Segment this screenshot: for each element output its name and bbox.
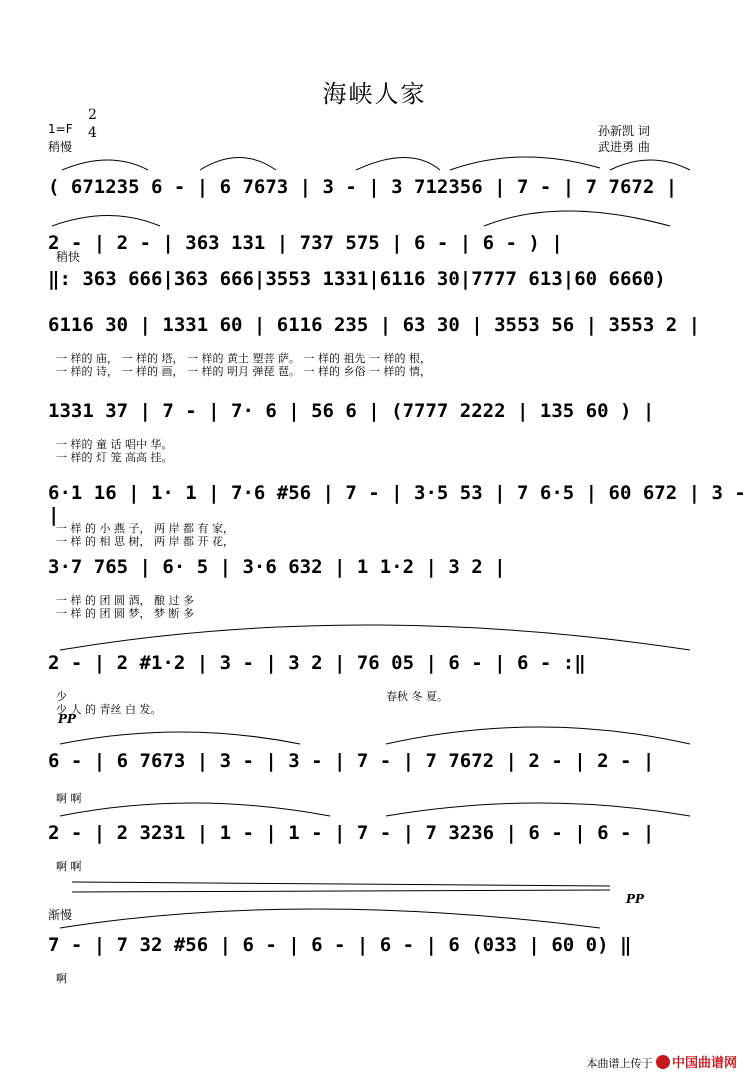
footer-text: 本曲谱上传于	[586, 1057, 653, 1070]
site-logo-icon	[656, 1055, 670, 1069]
lyricist-credit: 孙新凯 词	[598, 124, 650, 138]
tempo-marking: 稍慢	[48, 140, 73, 154]
site-brand[interactable]	[656, 1056, 737, 1071]
lyric-line: 少 人 的 青丝 白 发。	[56, 703, 162, 716]
lyric-line: 一 样 的 相 思 树， 两 岸 都 开 花，	[56, 535, 234, 548]
tempo-marking-2: 稍快	[56, 250, 81, 264]
score-system-8: 2 - | 2 #1·2 | 3 - | 3 2 | 76 05 | 6 - | 6 - :‖	[48, 652, 586, 674]
score-system-2: 2 - | 2 - | 363 131 | 737 575 | 6 - | 6 - ) |	[48, 232, 563, 254]
lyric-line: 一 样 的 团 圆 梦， 梦 断 多	[56, 607, 194, 620]
lyric-line: 啊	[56, 972, 67, 985]
site-brand-label: 中国曲谱网	[671, 1056, 737, 1071]
score-system-6: 6·1 16 | 1· 1 | 7·6 #56 | 7 - | 3·5 53 | 7 6·5 | 60 672 | 3 - |	[48, 482, 746, 526]
dynamic-marking: PP	[58, 712, 77, 726]
dynamic-marking: PP	[626, 892, 645, 906]
lyric-line: 一 样 的 团 圆 酒， 酿 过 多	[56, 594, 194, 607]
score-system-3: ‖: 363 666|363 666|3553 1331|6116 30|7777 613|60 6660)	[48, 268, 666, 290]
lyric-line: 啊 啊	[56, 792, 82, 805]
lyric-line: 啊 啊	[56, 860, 82, 873]
score-system-11: 7 - | 7 32 #56 | 6 - | 6 - | 6 - | 6 (033 | 60 0) ‖	[48, 934, 632, 956]
lyric-line: 一 样的 庙， 一 样的 塔， 一 样的 黄土 塑菩 萨。 一 样的 祖先 一 样的 根，	[56, 352, 431, 365]
lyric-line: 一 样的 童 话 唱中 华。	[56, 438, 173, 451]
lyric-line: 一 样 的 小 燕 子， 两 岸 都 有 家，	[56, 522, 234, 535]
page-title: 海峡人家	[322, 80, 427, 108]
score-system-5: 1331 37 | 7 - | 7· 6 | 56 6 | (7777 2222 | 135 60 ) |	[48, 400, 655, 422]
score-system-9: 6 - | 6 7673 | 3 - | 3 - | 7 - | 7 7672 | 2 - | 2 - |	[48, 750, 655, 772]
composer-credit: 武进勇 曲	[598, 140, 650, 154]
score-system-1: ( 671235 6 - | 6 7673 | 3 - | 3 712356 | 7 - | 7 7672 |	[48, 176, 678, 198]
tempo-marking-3: 渐慢	[48, 908, 73, 922]
key-signature: 1=F	[48, 122, 73, 136]
time-signature-top: 2	[88, 107, 97, 123]
score-system-10: 2 - | 2 3231 | 1 - | 1 - | 7 - | 7 3236 | 6 - | 6 - |	[48, 822, 655, 844]
lyric-line: 一 样的 诗， 一 样的 画， 一 样的 明月 弹琵 琶。 一 样的 乡俗 一 样的 情，	[56, 365, 431, 378]
lyric-line: 春秋 冬 夏。	[386, 690, 448, 703]
score-system-4: 6116 30 | 1331 60 | 6116 235 | 63 30 | 3553 56 | 3553 2 |	[48, 314, 701, 336]
lyric-line: 少	[56, 690, 67, 703]
time-signature-bottom: 4	[88, 125, 97, 141]
lyric-line: 一 样的 灯 笼 高高 挂。	[56, 451, 173, 464]
score-system-7: 3·7 765 | 6· 5 | 3·6 632 | 1 1·2 | 3 2 |	[48, 556, 506, 578]
site-footer	[586, 1052, 737, 1071]
